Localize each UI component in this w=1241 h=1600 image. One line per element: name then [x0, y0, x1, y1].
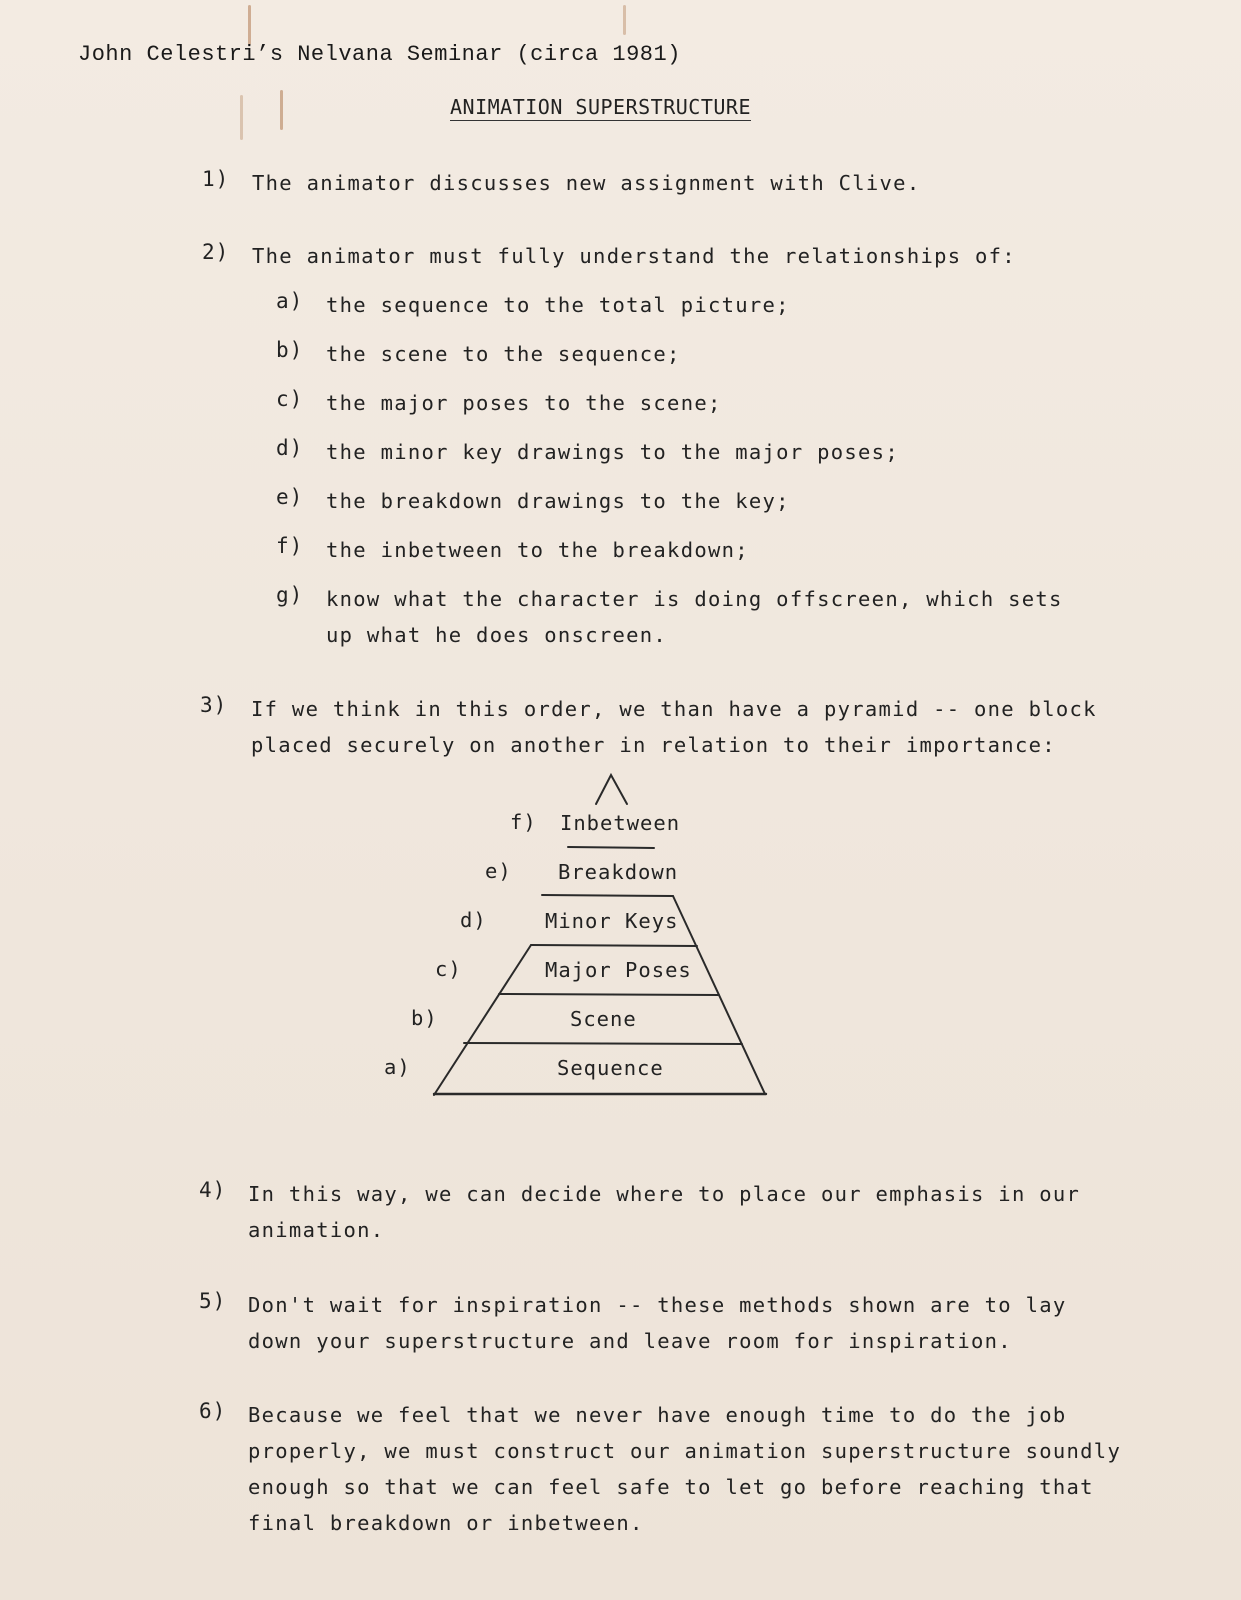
- seminar-header: John Celestri’s Nelvana Seminar (circa 1981): [78, 42, 681, 67]
- breakdown-bar: [568, 847, 654, 848]
- minorkeys-top: [542, 895, 673, 896]
- item-text: placed securely on another in relation to their importance:: [251, 733, 1056, 757]
- subitem-letter: a): [276, 289, 304, 313]
- subitem-letter: f): [276, 534, 304, 558]
- pyramid-letter: b): [411, 1006, 438, 1030]
- pyramid-level-major-poses: Major Poses: [545, 958, 692, 982]
- pyramid-level-inbetween: Inbetween: [560, 811, 681, 835]
- item-text: Don't wait for inspiration -- these methods shown are to lay: [248, 1293, 1067, 1317]
- subitem-letter: e): [276, 485, 304, 509]
- subitem-text: the minor key drawings to the major poses;: [326, 440, 899, 464]
- pyramid-letter: c): [435, 957, 462, 981]
- item-number: 1): [202, 167, 230, 191]
- pyramid-letter: a): [384, 1055, 411, 1079]
- subitem-letter: b): [276, 338, 304, 362]
- subitem-text: the major poses to the scene;: [326, 391, 722, 415]
- pyramid-level-minor-keys: Minor Keys: [545, 909, 679, 933]
- item-text: enough so that we can feel safe to let go before reaching that: [248, 1475, 1094, 1499]
- pyramid-letter: f): [510, 810, 537, 834]
- subitem-text: up what he does onscreen.: [326, 623, 668, 647]
- item-text: animation.: [248, 1218, 385, 1242]
- item-text: The animator discusses new assignment with Clive.: [252, 171, 921, 195]
- subitem-text: know what the character is doing offscreen, which sets: [326, 587, 1063, 611]
- item-number: 2): [202, 240, 230, 264]
- subitem-text: the inbetween to the breakdown;: [326, 538, 749, 562]
- item-text: In this way, we can decide where to place our emphasis in our: [248, 1182, 1081, 1206]
- subitem-text: the sequence to the total picture;: [326, 293, 790, 317]
- item-number: 6): [199, 1399, 227, 1423]
- apex-caret: [596, 775, 627, 804]
- pyramid-level-sequence: Sequence: [557, 1056, 664, 1080]
- scene-top: [499, 994, 719, 995]
- subitem-letter: d): [276, 436, 304, 460]
- pyramid-level-breakdown: Breakdown: [558, 860, 679, 884]
- item-number: 5): [199, 1289, 227, 1313]
- sequence-top: [464, 1043, 742, 1044]
- item-text: down your superstructure and leave room for inspiration.: [248, 1329, 1012, 1353]
- item-text: properly, we must construct our animation superstructure soundly: [248, 1439, 1122, 1463]
- pyramid-letter: d): [460, 908, 487, 932]
- item-text: The animator must fully understand the relationships of:: [252, 244, 1016, 268]
- item-number: 3): [200, 693, 228, 717]
- subitem-text: the scene to the sequence;: [326, 342, 681, 366]
- pyramid-level-scene: Scene: [570, 1007, 637, 1031]
- page-title: ANIMATION SUPERSTRUCTURE: [450, 95, 751, 119]
- item-text: Because we feel that we never have enough time to do the job: [248, 1403, 1067, 1427]
- subitem-text: the breakdown drawings to the key;: [326, 489, 790, 513]
- subitem-letter: g): [276, 583, 304, 607]
- item-text: If we think in this order, we than have a pyramid -- one block: [251, 697, 1097, 721]
- item-number: 4): [199, 1178, 227, 1202]
- item-text: final breakdown or inbetween.: [248, 1511, 644, 1535]
- pyramid-letter: e): [485, 859, 512, 883]
- subitem-letter: c): [276, 387, 304, 411]
- majorposes-top: [531, 945, 697, 946]
